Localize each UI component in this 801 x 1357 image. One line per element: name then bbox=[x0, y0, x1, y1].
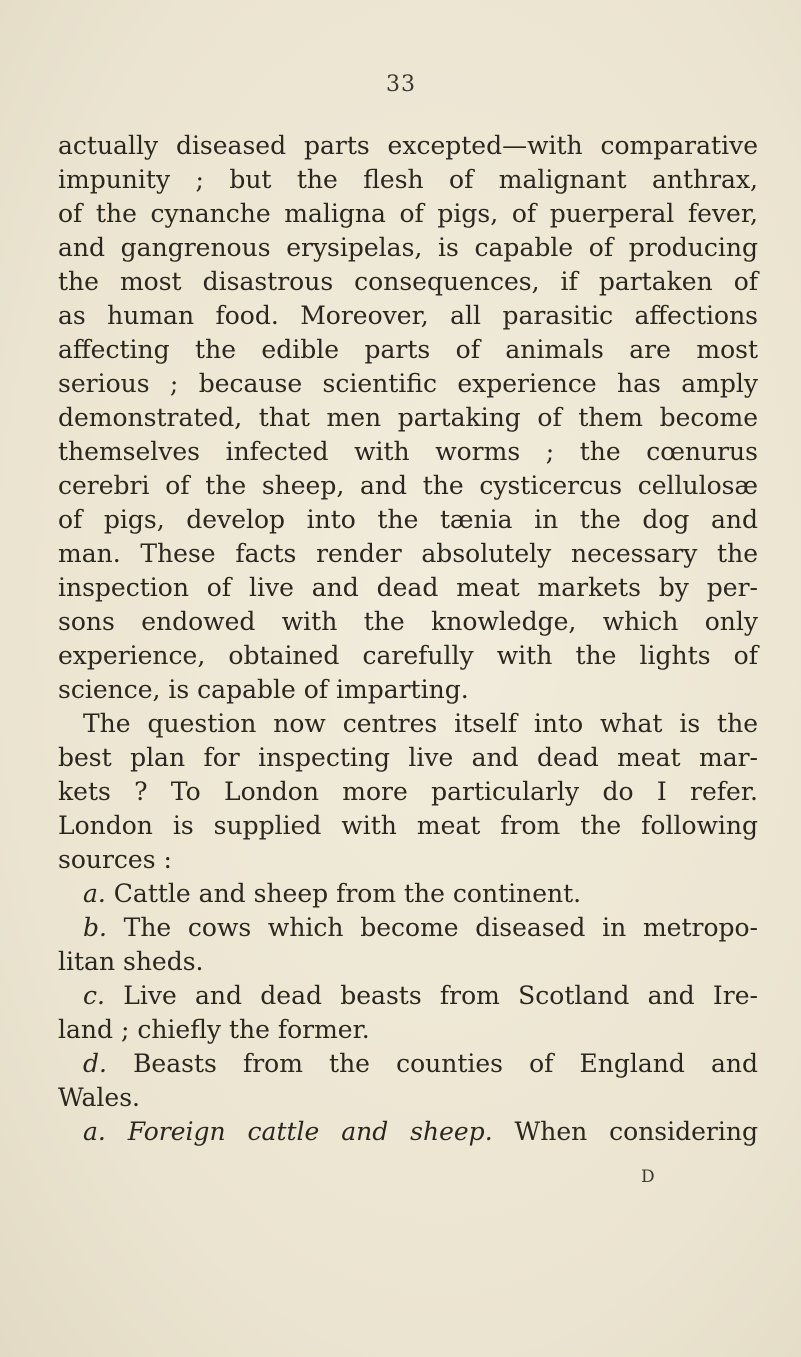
list-item-a: a. Cattle and sheep from the continent. bbox=[83, 879, 582, 908]
text-line: man. These facts render absolutely necessary the bbox=[58, 539, 758, 568]
section-heading-foreign-cattle: a. Foreign cattle and sheep. When considering bbox=[83, 1117, 758, 1146]
list-item-c: c. Live and dead beasts from Scotland and Ire- bbox=[83, 981, 758, 1010]
text-line: The question now centres itself into what is the bbox=[83, 709, 758, 738]
text-line: cerebri of the sheep, and the cysticercus cellulosæ bbox=[58, 471, 758, 500]
text-line: kets ? To London more particularly do I refer. bbox=[58, 777, 758, 806]
text-line: of the cynanche maligna of pigs, of puerperal fever, bbox=[58, 199, 758, 228]
text-line: land ; chiefly the former. bbox=[58, 1015, 370, 1044]
text-line: of pigs, develop into the tænia in the dog and bbox=[58, 505, 758, 534]
text-line: themselves infected with worms ; the cœnurus bbox=[58, 437, 758, 466]
text-line: serious ; because scientific experience has amply bbox=[58, 369, 758, 398]
text-line: best plan for inspecting live and dead meat mar- bbox=[58, 743, 758, 772]
text-line: demonstrated, that men partaking of them become bbox=[58, 403, 758, 432]
text-line: and gangrenous erysipelas, is capable of producing bbox=[58, 233, 758, 262]
text-line: sons endowed with the knowledge, which only bbox=[58, 607, 758, 636]
list-item-b: b. The cows which become diseased in metropo- bbox=[83, 913, 758, 942]
text-line: Wales. bbox=[58, 1083, 140, 1112]
signature-mark: D bbox=[641, 1167, 655, 1187]
text-line: actually diseased parts excepted—with comparative bbox=[58, 131, 758, 160]
text-line: as human food. Moreover, all parasitic affections bbox=[58, 301, 758, 330]
page-number: 33 bbox=[386, 72, 416, 97]
text-line: inspection of live and dead meat markets by per- bbox=[58, 573, 758, 602]
list-item-d: d. Beasts from the counties of England and bbox=[83, 1049, 758, 1078]
text-line: science, is capable of imparting. bbox=[58, 675, 469, 704]
text-line: impunity ; but the flesh of malignant anthrax, bbox=[58, 165, 758, 194]
text-line: litan sheds. bbox=[58, 947, 204, 976]
text-line: the most disastrous consequences, if partaken of bbox=[58, 267, 758, 296]
text-line: London is supplied with meat from the following bbox=[58, 811, 758, 840]
text-line: affecting the edible parts of animals are most bbox=[58, 335, 758, 364]
text-line: sources : bbox=[58, 845, 172, 874]
text-line: experience, obtained carefully with the lights of bbox=[58, 641, 758, 670]
